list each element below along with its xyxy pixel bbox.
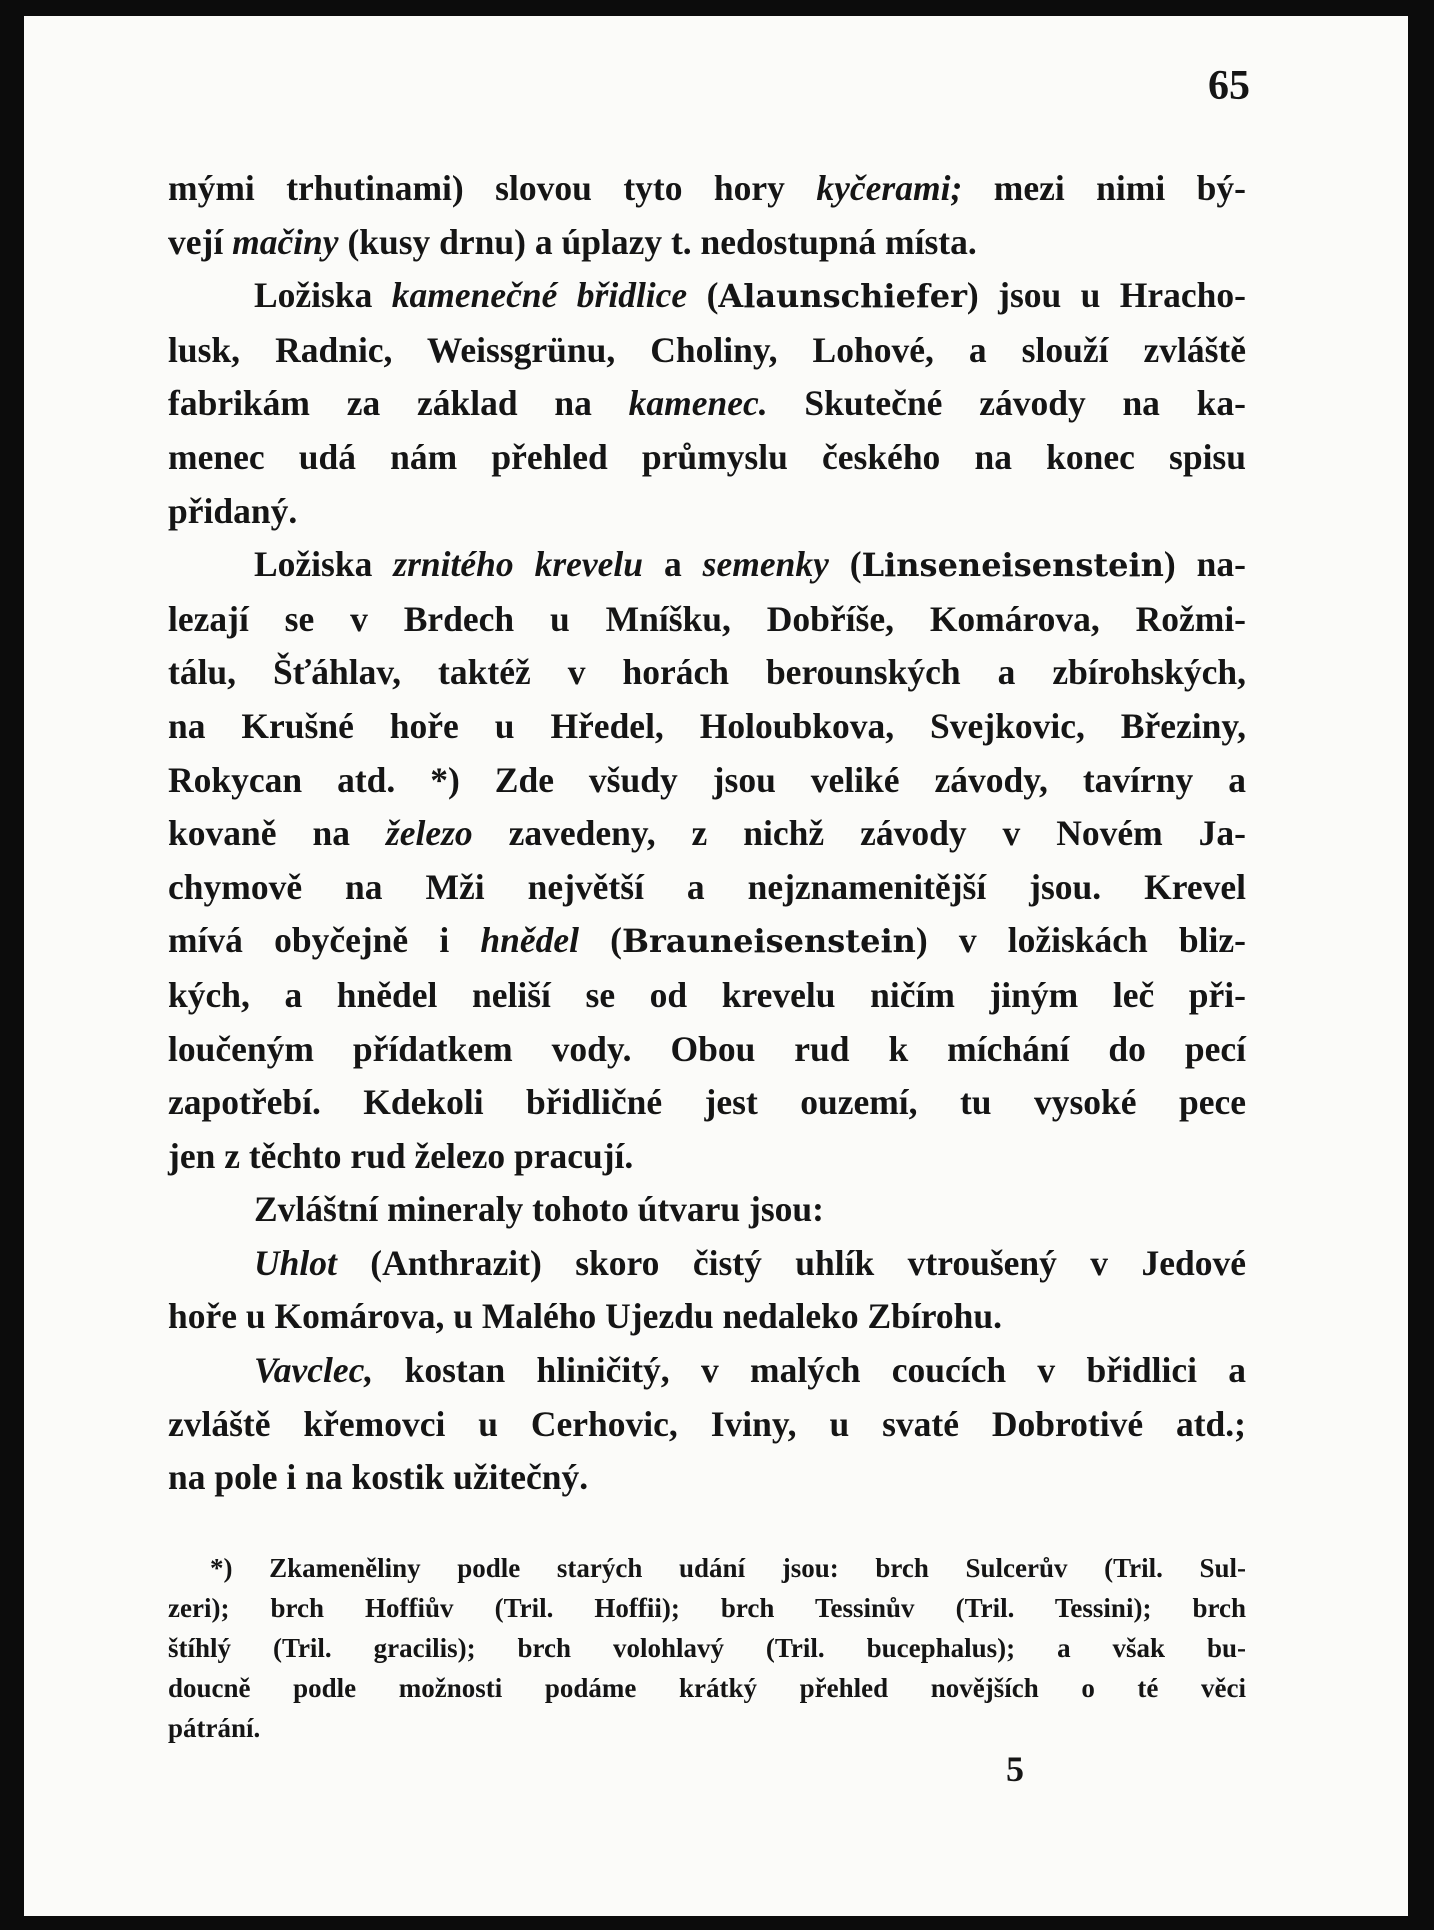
text-line: menec udá nám přehled průmyslu českého na konec spisu <box>168 436 1246 477</box>
text-line: Ložiska kamenečné břidlice (Alaunschiefer) jsou u Hracho- <box>254 275 1246 316</box>
main-text <box>168 162 1246 1505</box>
scan-border-left <box>0 0 24 1930</box>
text-line: mívá obyčejně i hnědel (Brauneisenstein) v ložiskách bliz- <box>168 920 1246 961</box>
text-line: tálu, Šťáhlav, taktéž v horách berounských a zbírohských, <box>168 652 1246 693</box>
text-line: fabrikám za základ na kamenec. Skutečné závody na ka- <box>168 383 1246 424</box>
scan-border-right <box>1408 0 1434 1930</box>
scan-border-bottom <box>0 1916 1434 1930</box>
text-line: loučeným přídatkem vody. Obou rud k míchání do pecí <box>168 1028 1246 1069</box>
text-line: mými trhutinami) slovou tyto hory kyčerami; mezi nimi bý- <box>168 168 1246 208</box>
footnote-line: pátrání. <box>168 1713 261 1743</box>
footnote-line: *) Zkameněliny podle starých udání jsou: brch Sulcerův (Tril. Sul- <box>210 1553 1246 1583</box>
text-line: na Krušné hoře u Hředel, Holoubkova, Svejkovic, Březiny, <box>168 705 1246 746</box>
text-line: Zvláštní mineraly tohoto útvaru jsou: <box>254 1189 824 1230</box>
page-number: 65 <box>1208 63 1250 109</box>
text-line: na pole i na kostik užitečný. <box>168 1457 589 1498</box>
footnote-line: doucně podle možnosti podáme krátký přehled novějších o té věci <box>168 1673 1246 1703</box>
text-line: zvláště křemovci u Cerhovic, Iviny, u svaté Dobrotivé atd.; <box>168 1403 1246 1444</box>
text-line: kých, a hnědel neliší se od krevelu ničím jiným leč při- <box>168 974 1246 1015</box>
text-line: jen z těchto rud železo pracují. <box>168 1135 634 1176</box>
text-line: zapotřebí. Kdekoli břidličné jest ouzemí, tu vysoké pece <box>168 1082 1246 1123</box>
footnote-line: zeri); brch Hoffiův (Tril. Hoffii); brch Tessinův (Tril. Tessini); brch <box>168 1593 1246 1623</box>
text-line: chymově na Mži největší a nejznamenitější jsou. Krevel <box>168 866 1246 907</box>
footnote-line: štíhlý (Tril. gracilis); brch volohlavý (Tril. bucephalus); a však bu- <box>168 1633 1246 1663</box>
text-line: Vavclec, kostan hliničitý, v malých coucích v břidlici a <box>254 1350 1246 1391</box>
text-line: Ložiska zrnitého krevelu a semenky (Linseneisenstein) na- <box>254 544 1246 585</box>
text-line: lusk, Radnic, Weissgrünu, Choliny, Lohové, a slouží zvláště <box>168 329 1246 370</box>
text-line: Uhlot (Anthrazit) skoro čistý uhlík vtroušený v Jedové <box>254 1242 1246 1283</box>
scan-border-top <box>0 0 1434 16</box>
printer-signature-mark: 5 <box>1006 1749 1024 1789</box>
footnote <box>168 1548 1246 1748</box>
text-line: kovaně na železo zavedeny, z nichž závody v Novém Ja- <box>168 813 1246 854</box>
text-line: přidaný. <box>168 490 298 531</box>
text-line: Rokycan atd. *) Zde všudy jsou veliké závody, tavírny a <box>168 759 1246 800</box>
text-line: vejí mačiny (kusy drnu) a úplazy t. nedostupná místa. <box>168 221 977 262</box>
text-line: hoře u Komárova, u Malého Ujezdu nedaleko Zbírohu. <box>168 1296 1002 1337</box>
text-line: lezají se v Brdech u Mníšku, Dobříše, Komárova, Rožmi- <box>168 598 1246 639</box>
